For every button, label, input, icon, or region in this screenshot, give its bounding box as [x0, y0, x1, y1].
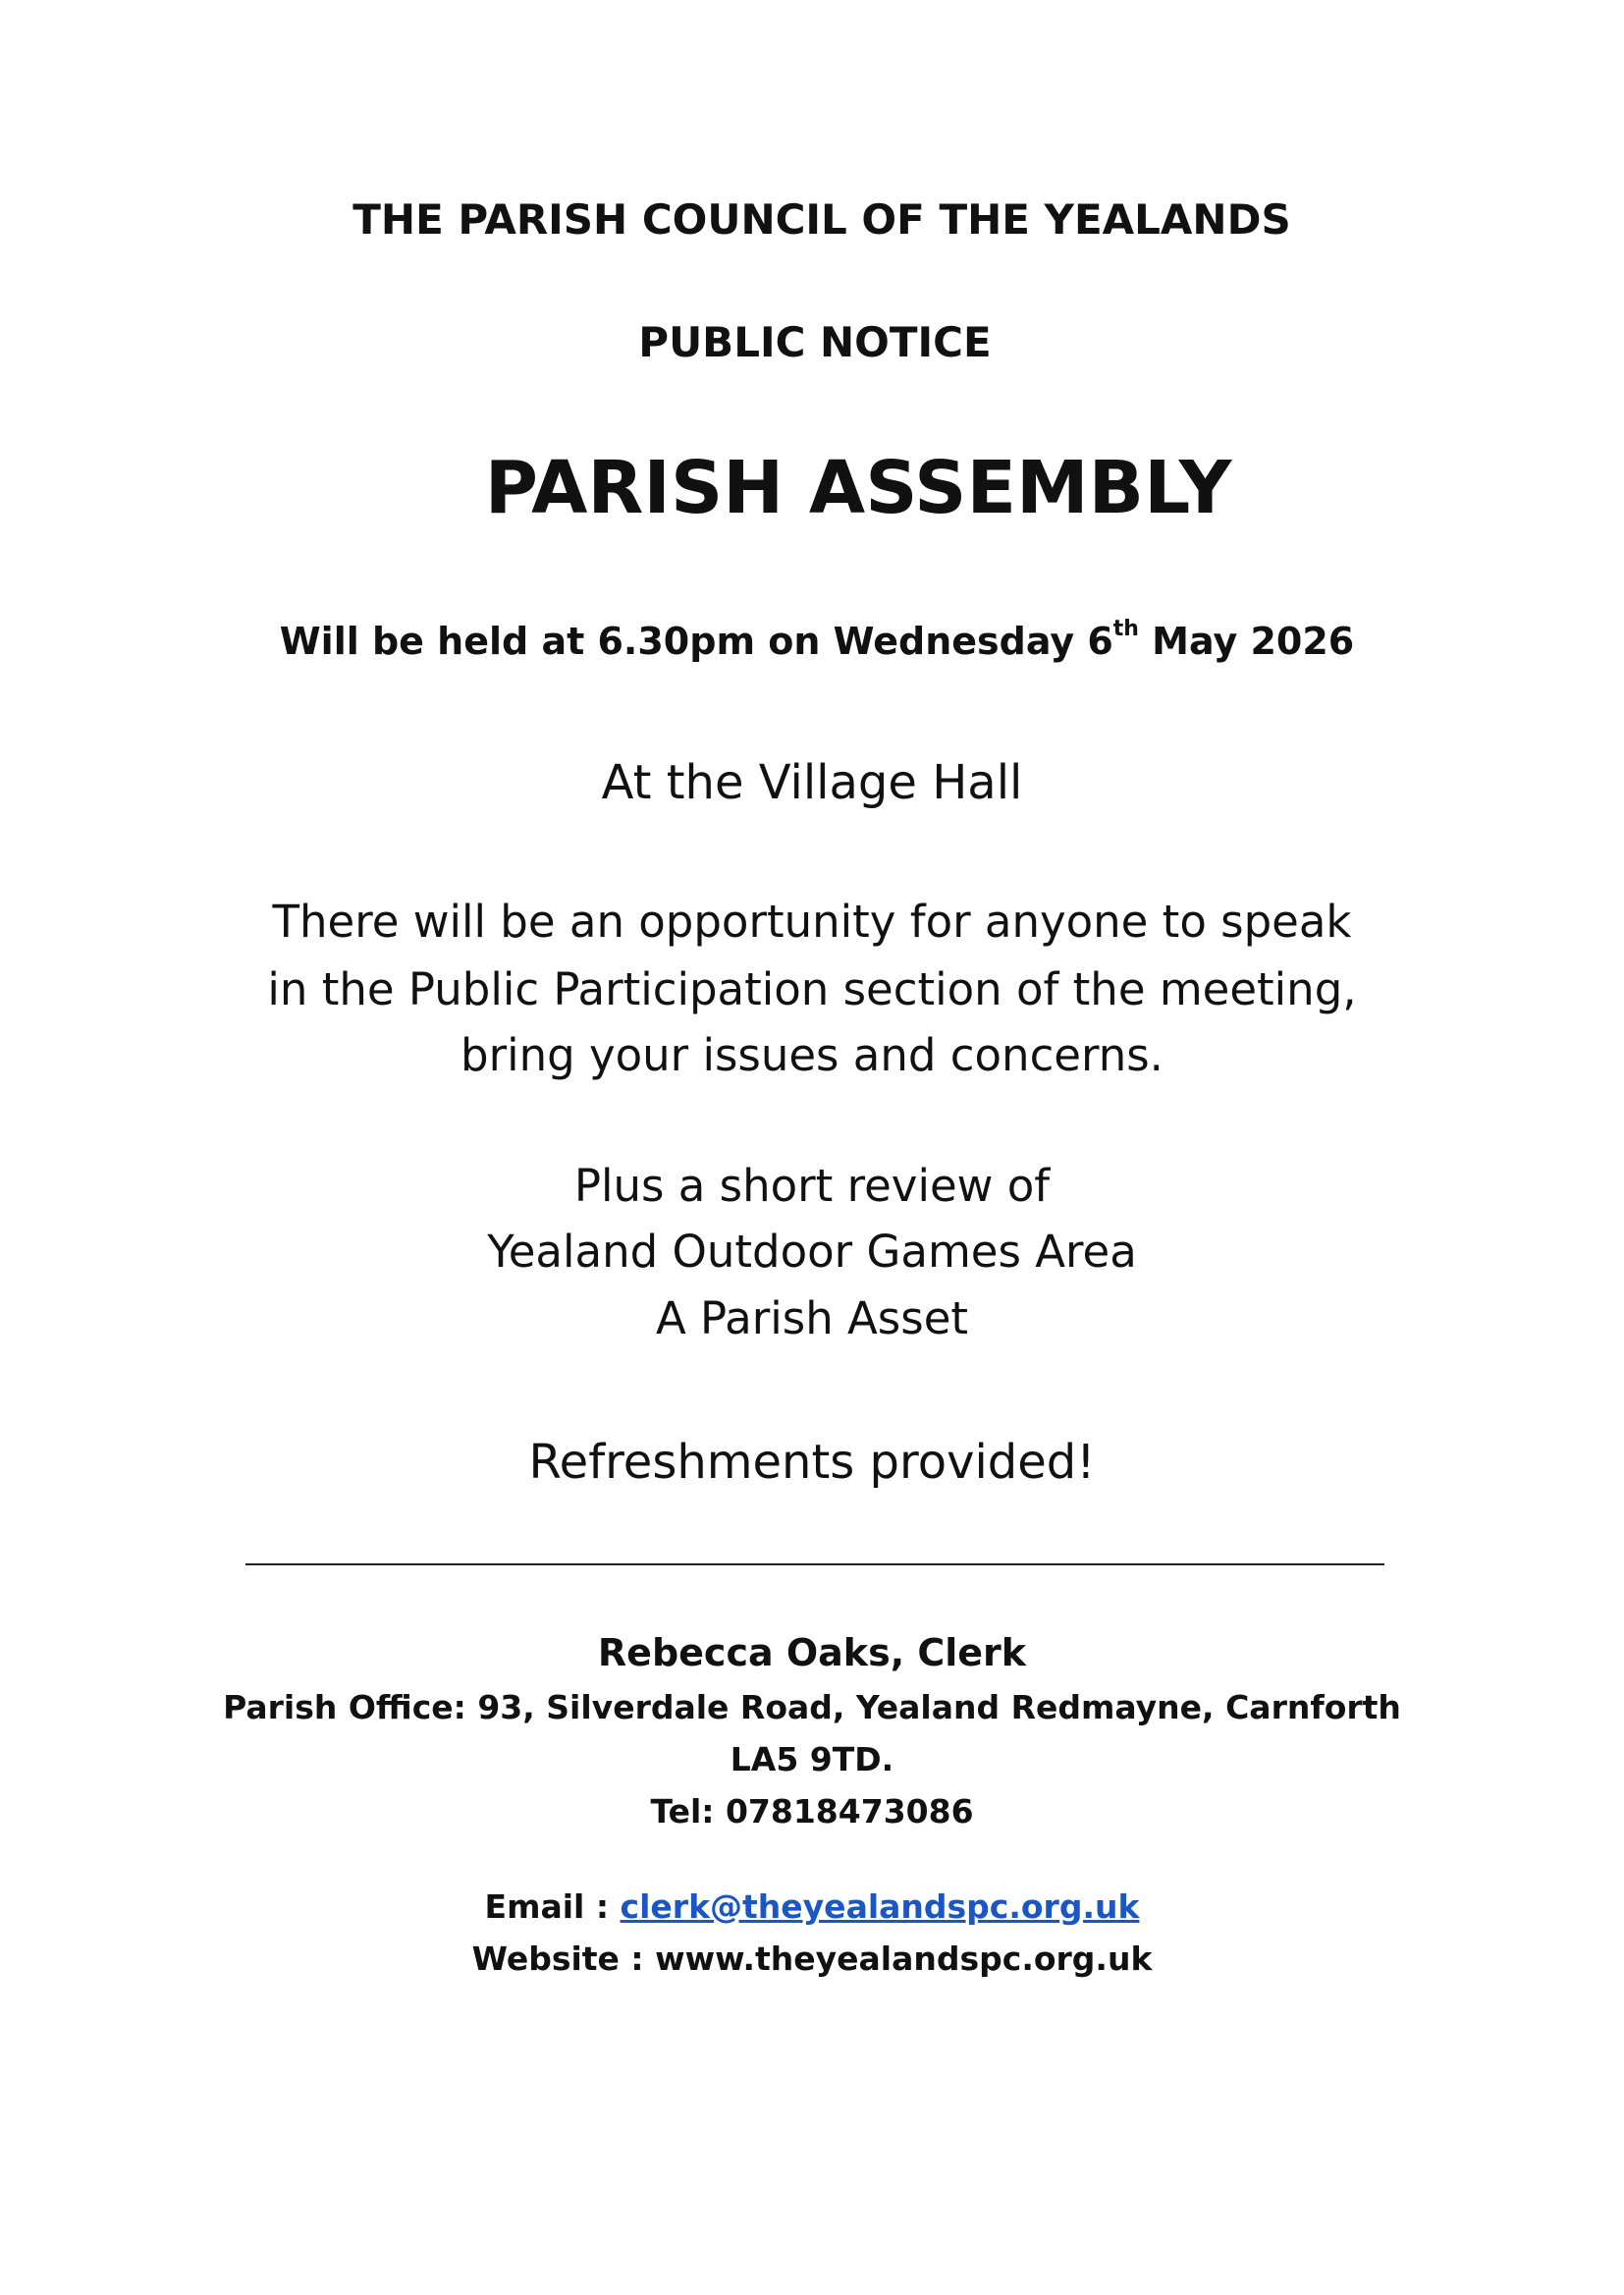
review-line: Plus a short review of — [573, 1160, 1051, 1212]
event-date-ordinal: th — [1112, 617, 1139, 641]
participation-line: There will be an opportunity for anyone to speak — [272, 896, 1352, 948]
clerk-name: Rebecca Oaks, Clerk — [597, 1631, 1027, 1674]
notice-type: PUBLIC NOTICE — [638, 318, 992, 366]
office-postcode: LA5 9TD. — [730, 1740, 894, 1778]
office-address: Parish Office: 93, Silverdale Road, Yealand Redmayne, Carnforth — [223, 1688, 1401, 1726]
event-venue: At the Village Hall — [601, 755, 1023, 810]
review-line: A Parish Asset — [655, 1292, 969, 1344]
email-row — [0, 1887, 1624, 1926]
participation-line: in the Public Participation section of the meeting, — [267, 963, 1357, 1015]
event-title: PARISH ASSEMBLY — [484, 446, 1232, 530]
event-date-suffix: May 2026 — [1138, 620, 1355, 663]
review-line: Yealand Outdoor Games Area — [487, 1226, 1137, 1278]
section-divider — [245, 1563, 1384, 1565]
email-label: Email : — [484, 1887, 621, 1926]
email-link[interactable]: clerk@theyealandspc.org.uk — [620, 1887, 1140, 1926]
telephone: Tel: 07818473086 — [650, 1792, 974, 1831]
refreshments-note: Refreshments provided! — [528, 1435, 1096, 1490]
event-date-time — [0, 617, 1624, 663]
council-name: THE PARISH COUNCIL OF THE YEALANDS — [352, 195, 1291, 244]
participation-line: bring your issues and concerns. — [460, 1029, 1164, 1081]
website: Website : www.theyealandspc.org.uk — [471, 1940, 1153, 1978]
event-date-prefix: Will be held at 6.30pm on Wednesday 6 — [279, 620, 1113, 663]
